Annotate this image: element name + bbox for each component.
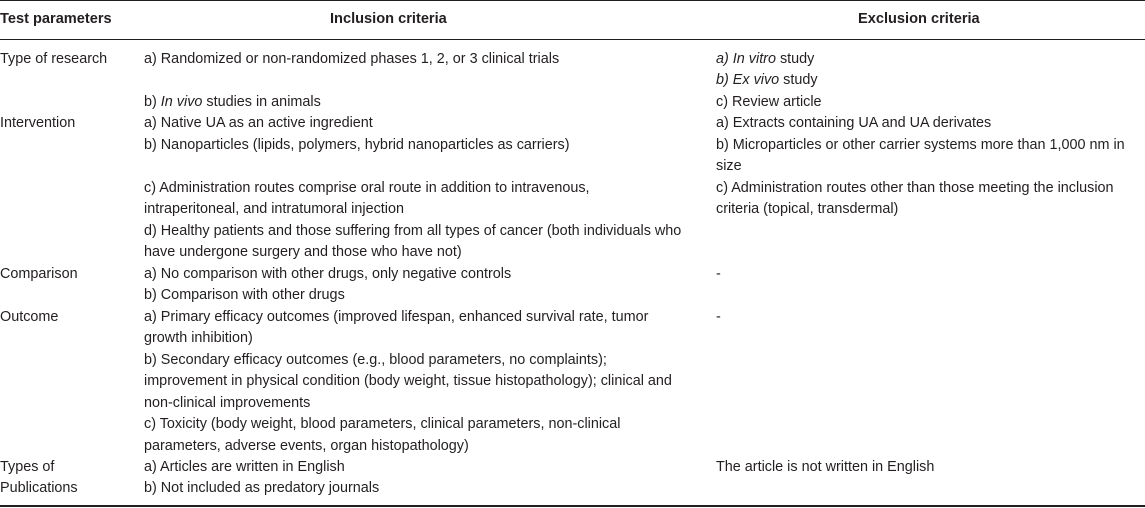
inclusion-outcome-c-line2: parameters, adverse events, organ histopathology) (144, 438, 469, 454)
inclusion-intervention-b: b) Nanoparticles (lipids, polymers, hybrid nanoparticles as carriers) (144, 137, 570, 153)
header-test-parameters: Test parameters (0, 11, 112, 27)
inclusion-publications-b: b) Not included as predatory journals (144, 480, 380, 496)
param-types-of-publications-line1: Types of (0, 459, 55, 475)
exclusion-research-a: a) In vitro study (716, 51, 815, 67)
exclusion-outcome: - (716, 309, 721, 325)
inclusion-comparison-a: a) No comparison with other drugs, only negative controls (144, 266, 512, 282)
param-type-of-research: Type of research (0, 51, 108, 67)
inclusion-outcome-b-line2: improvement in physical condition (body weight, tissue histopathology); clinical and (144, 373, 672, 389)
inclusion-outcome-b-line1: b) Secondary efficacy outcomes (e.g., blood parameters, no complaints); (144, 352, 607, 368)
inclusion-research-b: b) In vivo studies in animals (144, 94, 321, 110)
inclusion-outcome-c-line1: c) Toxicity (body weight, blood parameters, clinical parameters, non-clinical (144, 416, 621, 432)
param-intervention: Intervention (0, 115, 76, 131)
inclusion-intervention-d-line1: d) Healthy patients and those suffering from all types of cancer (both individuals who (144, 223, 682, 239)
header-exclusion-criteria: Exclusion criteria (858, 11, 980, 27)
exclusion-research-c: c) Review article (716, 94, 822, 110)
header-rule (0, 39, 1145, 40)
exclusion-intervention-b-line1: b) Microparticles or other carrier systems more than 1,000 nm in (716, 137, 1125, 153)
top-rule (0, 0, 1145, 1)
inclusion-comparison-b: b) Comparison with other drugs (144, 287, 345, 303)
exclusion-intervention-c-line1: c) Administration routes other than those meeting the inclusion (716, 180, 1114, 196)
header-inclusion-criteria: Inclusion criteria (330, 11, 447, 27)
exclusion-research-b: b) Ex vivo study (716, 72, 818, 88)
inclusion-outcome-a-line1: a) Primary efficacy outcomes (improved lifespan, enhanced survival rate, tumor (144, 309, 649, 325)
inclusion-outcome-b-line3: non-clinical improvements (144, 395, 311, 411)
exclusion-publications: The article is not written in English (716, 459, 935, 475)
exclusion-comparison: - (716, 266, 721, 282)
exclusion-intervention-c-line2: criteria (topical, transdermal) (716, 201, 899, 217)
inclusion-publications-a: a) Articles are written in English (144, 459, 345, 475)
inclusion-outcome-a-line2: growth inhibition) (144, 330, 253, 346)
inclusion-intervention-c-line2: intraperitoneal, and intratumoral injection (144, 201, 404, 217)
param-comparison: Comparison (0, 266, 78, 282)
exclusion-intervention-a: a) Extracts containing UA and UA derivates (716, 115, 992, 131)
param-types-of-publications-line2: Publications (0, 480, 78, 496)
bottom-rule (0, 505, 1145, 507)
param-outcome: Outcome (0, 309, 59, 325)
inclusion-intervention-a: a) Native UA as an active ingredient (144, 115, 373, 131)
exclusion-intervention-b-line2: size (716, 158, 742, 174)
inclusion-intervention-c-line1: c) Administration routes comprise oral route in addition to intravenous, (144, 180, 590, 196)
inclusion-intervention-d-line2: have undergone surgery and those who have not) (144, 244, 462, 260)
inclusion-research-a: a) Randomized or non-randomized phases 1, 2, or 3 clinical trials (144, 51, 560, 67)
